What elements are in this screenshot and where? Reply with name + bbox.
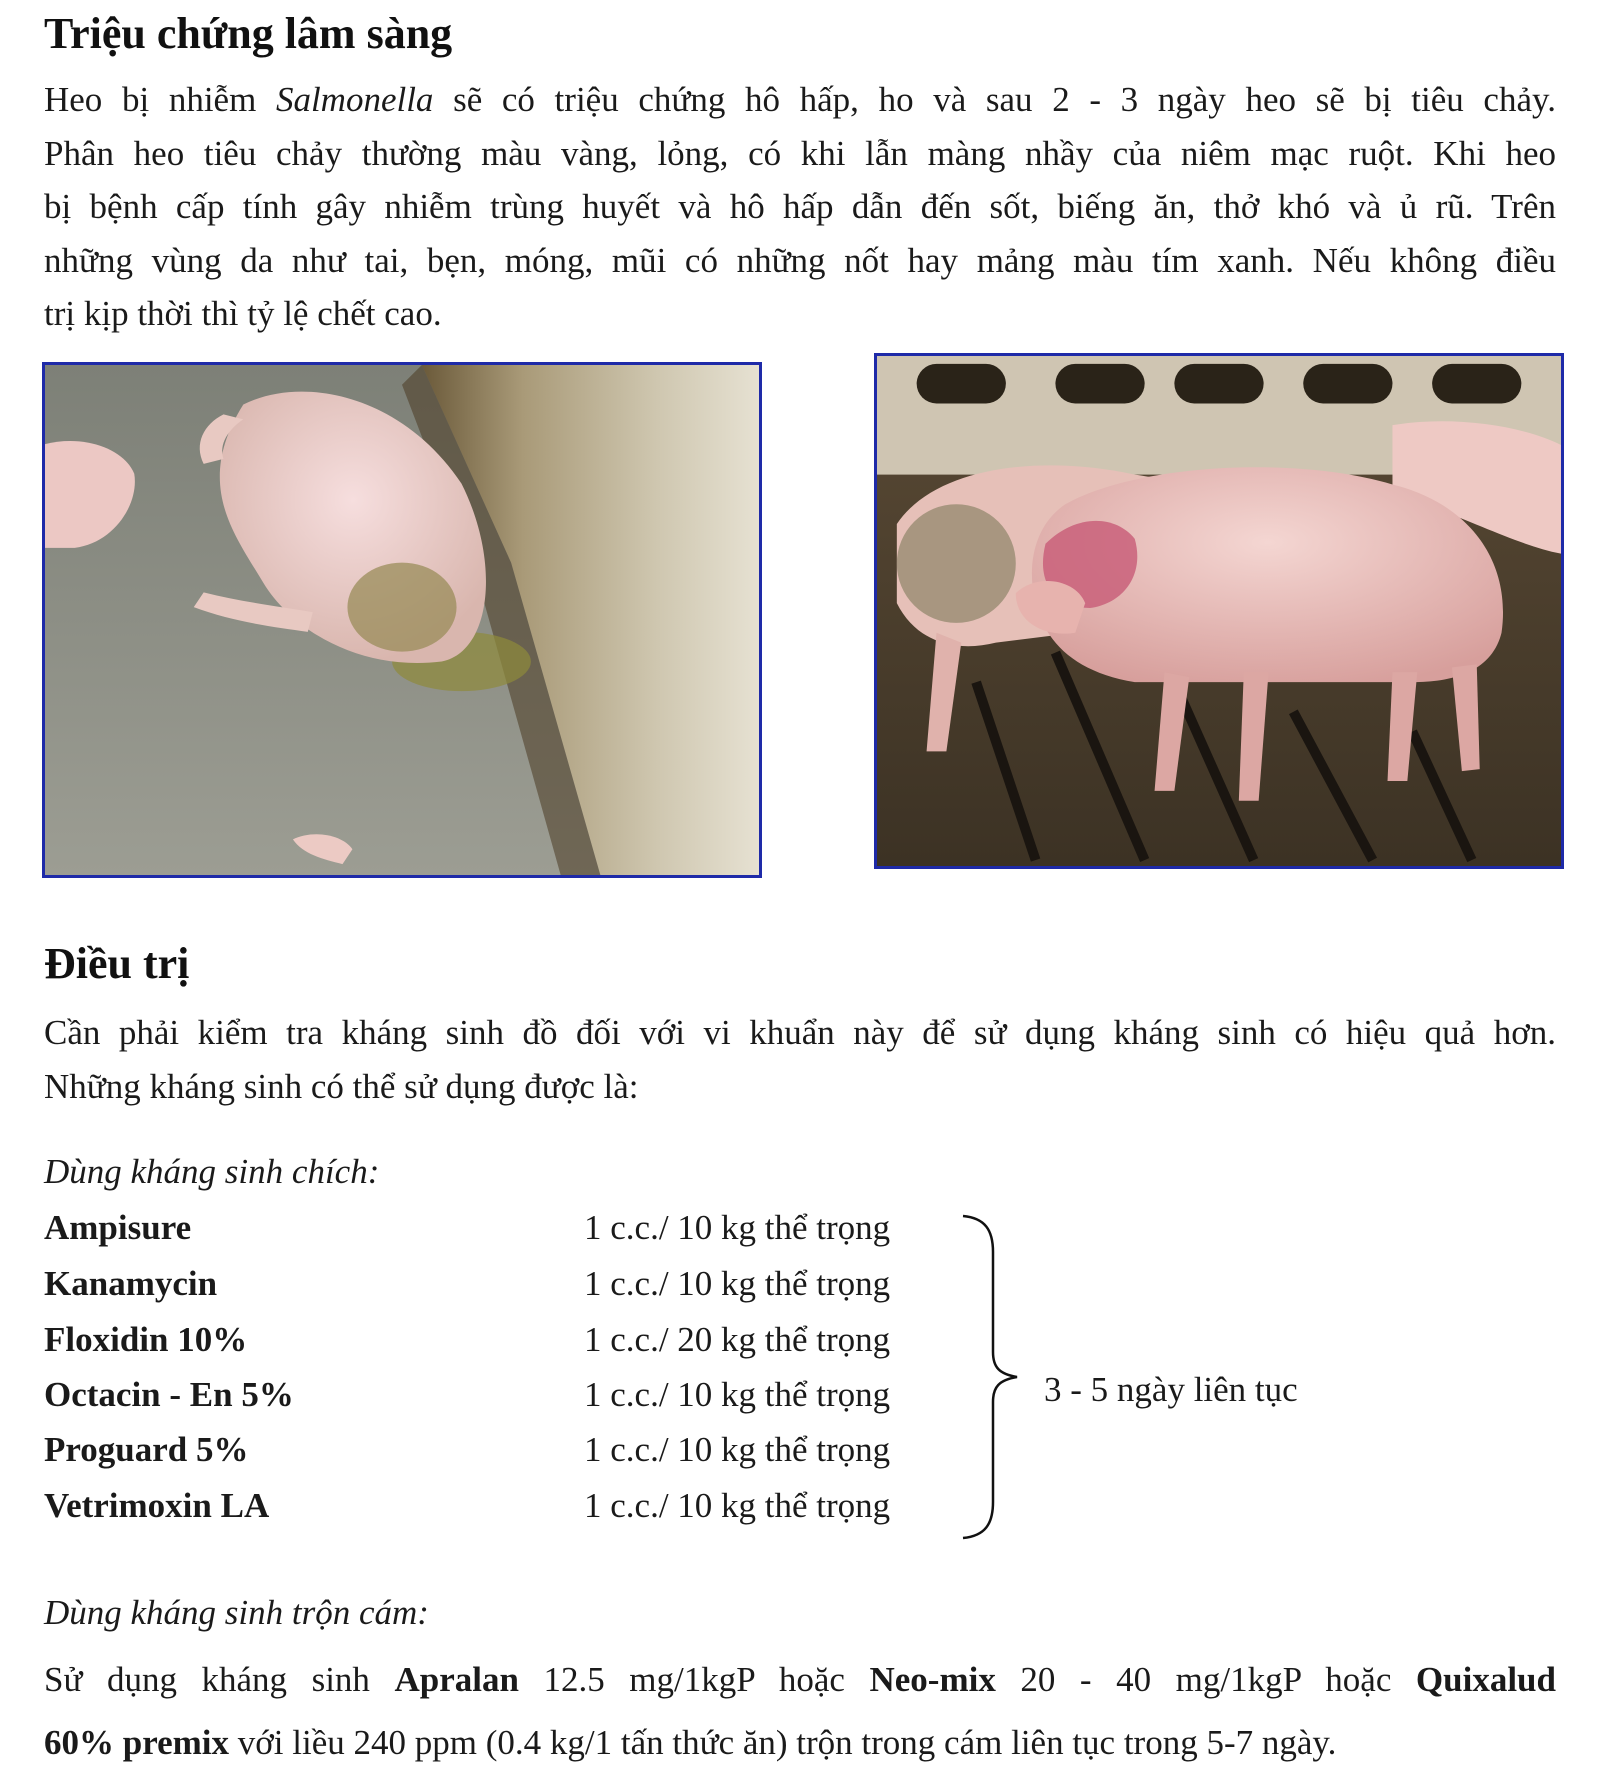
symptoms-line-2: Phân heo tiêu chảy thường màu vàng, lỏng, có khi lẫn màng nhầy của niêm mạc ruột. Khi heo	[44, 133, 1556, 173]
drug-dose: 1 c.c./ 10 kg thể trọng	[584, 1430, 891, 1469]
feed-line-1: Sử dụng kháng sinh Apralan 12.5 mg/1kgP hoặc Neo-mix 20 - 40 mg/1kgP hoặc Quixalud	[44, 1660, 1556, 1699]
drug-dose: 1 c.c./ 20 kg thể trọng	[584, 1320, 891, 1359]
pigs-standing-pen-photo	[874, 353, 1564, 869]
feed-paragraph	[44, 1648, 1556, 1774]
drug-quixalud-premix: 60% premix	[44, 1723, 230, 1762]
sick-pig-lying-photo	[42, 362, 762, 878]
treatment-duration: 3 - 5 ngày liên tục	[1044, 1370, 1298, 1409]
drug-quixalud: Quixalud	[1415, 1660, 1556, 1699]
drug-neo-mix: Neo-mix	[869, 1660, 996, 1699]
salmonella-term: Salmonella	[275, 80, 434, 119]
symptoms-line-3: bị bệnh cấp tính gây nhiễm trùng huyết và hô hấp dẫn đến sốt, biếng ăn, thở khó và ủ rũ. Trên	[44, 187, 1556, 226]
drug-name: Ampisure	[44, 1208, 192, 1247]
symptoms-paragraph	[44, 73, 1556, 341]
drug-dose: 1 c.c./ 10 kg thể trọng	[584, 1208, 891, 1247]
drug-dose: 1 c.c./ 10 kg thể trọng	[584, 1375, 891, 1414]
treatment-line-1: Cần phải kiểm tra kháng sinh đồ đối với vi khuẩn này để sử dụng kháng sinh có hiệu quả hơn.	[44, 1013, 1556, 1052]
drug-apralan: Apralan	[394, 1660, 519, 1699]
sick-pig-lying-image	[45, 365, 759, 875]
treatment-paragraph	[44, 1006, 1556, 1113]
drug-name: Floxidin 10%	[44, 1320, 248, 1359]
drug-dose: 1 c.c./ 10 kg thể trọng	[584, 1486, 891, 1525]
drug-name: Vetrimoxin LA	[44, 1486, 270, 1525]
drug-dose: 1 c.c./ 10 kg thể trọng	[584, 1264, 891, 1303]
section-title-clinical-symptoms: Triệu chứng lâm sàng	[44, 9, 453, 58]
pigs-standing-pen-image	[877, 356, 1561, 866]
drug-name: Proguard 5%	[44, 1430, 249, 1469]
drug-name: Octacin - En 5%	[44, 1375, 294, 1414]
feed-line-2: 60% premix với liều 240 ppm (0.4 kg/1 tấn thức ăn) trộn trong cám liên tục trong 5-7 ngày.	[44, 1723, 1337, 1762]
symptoms-line-1: Heo bị nhiễm Salmonella sẽ có triệu chứng hô hấp, ho và sau 2 - 3 ngày heo sẽ bị tiêu chảy.	[44, 80, 1556, 119]
symptoms-line-5: trị kịp thời thì tỷ lệ chết cao.	[44, 294, 442, 333]
treatment-line-2: Những kháng sinh có thể sử dụng được là:	[44, 1066, 639, 1106]
injection-heading: Dùng kháng sinh chích:	[44, 1152, 380, 1191]
symptoms-line-4: những vùng da như tai, bẹn, móng, mũi có những nốt hay mảng màu tím xanh. Nếu không điều	[44, 240, 1556, 280]
feed-heading: Dùng kháng sinh trộn cám:	[44, 1593, 429, 1632]
section-title-treatment: Điều trị	[44, 939, 190, 988]
right-curly-brace	[955, 1212, 1025, 1542]
drug-name: Kanamycin	[44, 1264, 218, 1303]
